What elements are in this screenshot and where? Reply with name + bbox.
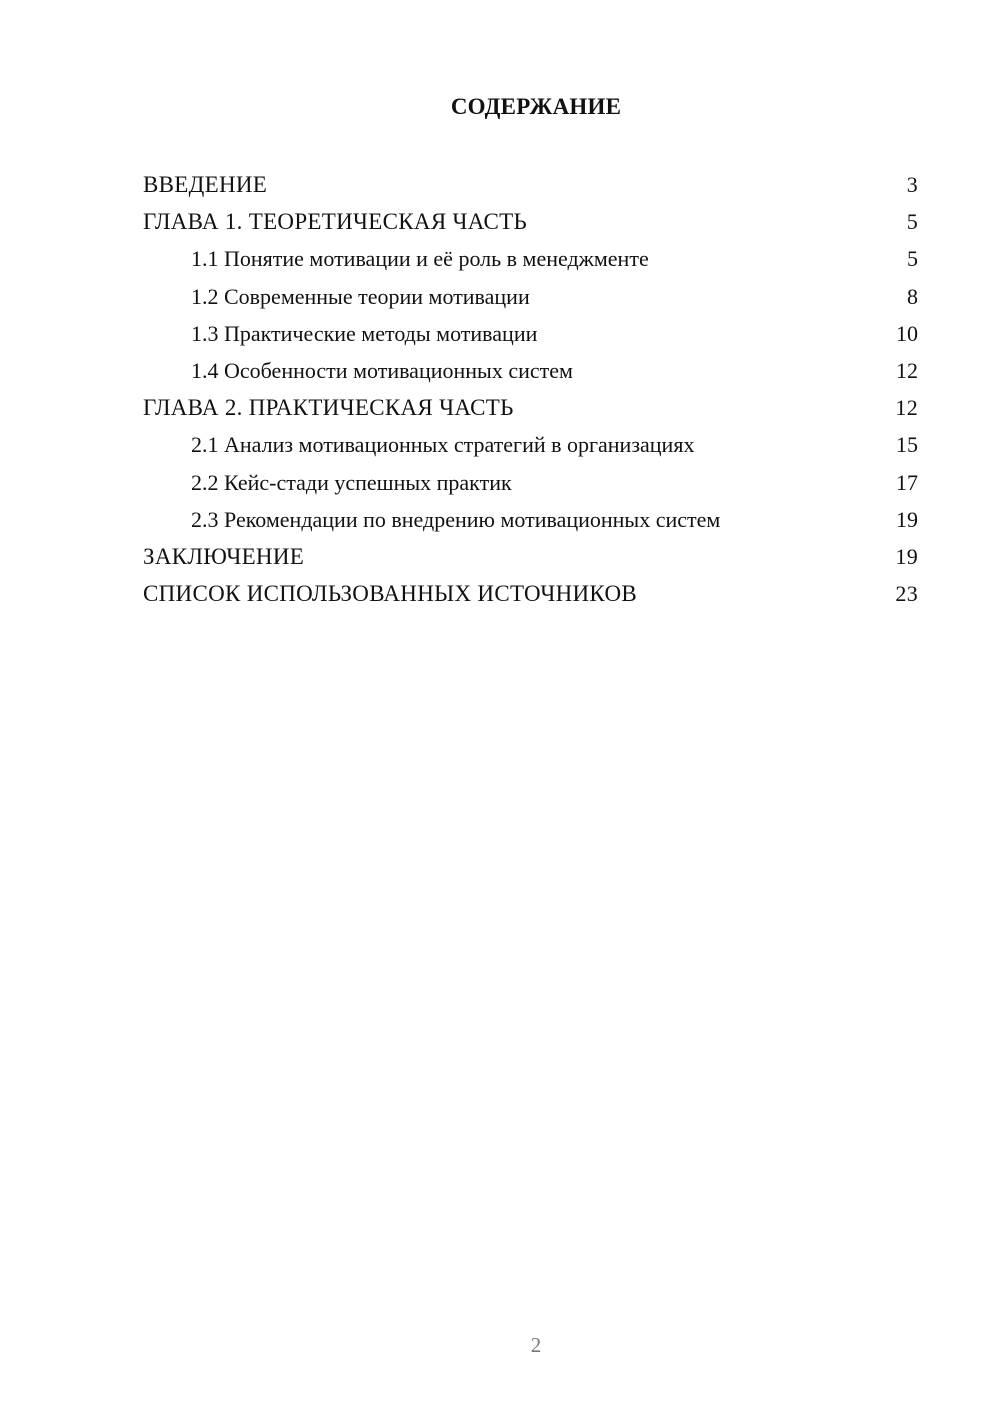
toc-entry-page: 3 [906,172,918,197]
toc-section-row[interactable] [143,278,918,315]
toc-entry-title: 2.3 Рекомендации по внедрению мотивационных систем [191,506,721,532]
table-of-contents [143,166,918,612]
toc-entry-title: ГЛАВА 2. ПРАКТИЧЕСКАЯ ЧАСТЬ [143,395,514,421]
toc-chapter-row[interactable] [143,575,918,612]
toc-entry-title: 1.1 Понятие мотивации и её роль в менеджменте [191,246,649,272]
toc-entry-page: 12 [896,357,918,383]
toc-entry-page: 12 [895,395,918,421]
toc-entry-title: ВВЕДЕНИЕ [143,172,268,197]
toc-section-row[interactable] [143,501,918,538]
toc-entry-title: СПИСОК ИСПОЛЬЗОВАННЫХ ИСТОЧНИКОВ [143,581,638,607]
toc-entry-page: 17 [896,469,918,495]
toc-entry-page: 10 [896,320,918,346]
toc-entry-title: 1.4 Особенности мотивационных систем [191,357,573,383]
toc-section-row[interactable] [143,464,918,501]
page-number: 2 [530,1333,542,1357]
toc-section-row[interactable] [143,426,918,463]
toc-chapter-row[interactable] [143,538,918,575]
toc-section-row[interactable] [143,352,918,389]
toc-section-row[interactable] [143,240,918,277]
toc-entry-page: 5 [906,209,918,235]
toc-entry-title: ЗАКЛЮЧЕНИЕ [143,543,305,569]
toc-entry-title: 1.3 Практические методы мотивации [191,320,538,346]
toc-entry-page: 23 [895,581,918,607]
toc-chapter-row[interactable] [143,203,918,240]
page-title: СОДЕРЖАНИЕ [450,94,622,119]
toc-entry-title: 2.2 Кейс-стади успешных практик [191,469,512,495]
toc-entry-page: 19 [896,506,918,532]
toc-entry-title: 2.1 Анализ мотивационных стратегий в организациях [191,432,695,458]
toc-chapter-row[interactable] [143,166,918,203]
toc-entry-title: ГЛАВА 1. ТЕОРЕТИЧЕСКАЯ ЧАСТЬ [143,209,528,235]
toc-entry-page: 19 [895,543,918,569]
toc-entry-page: 15 [896,432,918,458]
toc-entry-page: 8 [907,283,918,309]
toc-chapter-row[interactable] [143,389,918,426]
toc-section-row[interactable] [143,315,918,352]
toc-entry-title: 1.2 Современные теории мотивации [191,283,530,309]
toc-entry-page: 5 [907,246,918,272]
